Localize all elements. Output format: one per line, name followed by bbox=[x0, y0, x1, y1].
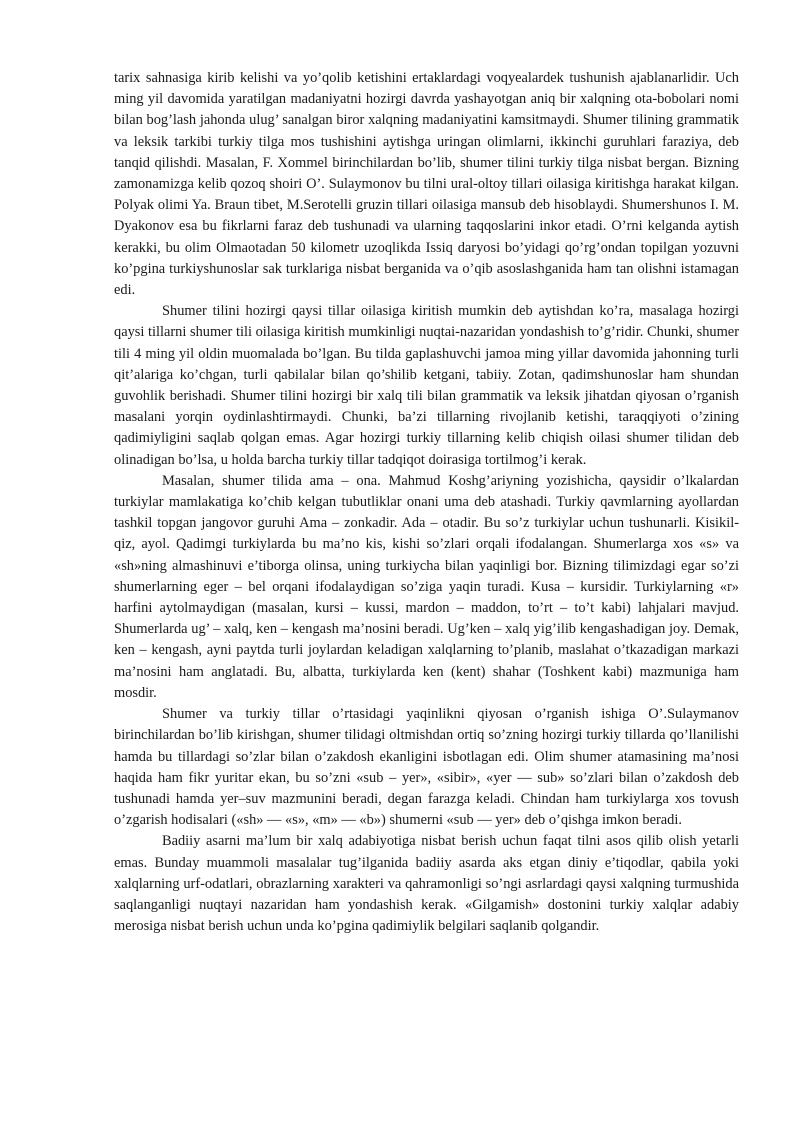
paragraph-masalan: Masalan, shumer tilida ama – ona. Mahmud Koshg’ariyning yozishicha, qaysidir o’lkalardan turkiylar mamlakatiga ko’chib kelgan tubutliklar onani uma deb atashadi. Turkiy qavmlarning ayollardan tashkil topgan jangovor guruhi Ama – zonkadir. Ada – otadir. Bu so’z turkiylar uchun tushunarli. Kisikil- qiz, ayol. Qadimgi turkiylarda bu ma’no kis, kishi so’zlari orqali ifodalangan. Shumerlarga xos «s» va «sh»ning almashinuvi e’tiborga olinsa, uning turkiycha bilan yaqinligi bor. Bizning tilimizdagi egar so’zi shumerlarning eger – bel orqani ifodalaydigan so’ziga yaqin turadi. Kusa – kursidir. Turkiylarning «r» harfini aytolmaydigan (masalan, kursi – kussi, mardon – maddon, to’rt – to’t kabi) lahjalari mavjud. Shumerlarda ug’ – xalq, ken – kengash ma’nosini beradi. Ug’ken – xalq yig’ilib kengashadigan joy. Demak, ken – kengash, ayni paytda turli joylardan keladigan xalqlarning to’planib, maslahat o’tkazadigan markazi ma’nosini ham anglatadi. Bu, albatta, turkiylarda ken (kent) shahar (Toshkent kabi) mazmuniga ham mosdir. bbox=[114, 472, 739, 701]
paragraph-shumer-tili: Shumer tilini hozirgi qaysi tillar oilasiga kiritish mumkin deb aytishdan ko’ra, masalaga hozirgi qaysi tillarni shumer tili oilasiga kiritish mumkinligi nuqtai-nazaridan yondashish to’g’ridir. Chunki, shumer tili 4 ming yil oldin muomalada bo’lgan. Bu tilda gaplashuvchi jamoa ming yillar davomida jahonning turli qit’alariga ko’chgan, turli qabilalar bilan qo’shilib ketgani, tabiiy. Zotan, qadimshunoslar ham shundan guvohlik berishadi. Shumer tilini hozirgi bir xalq tili bilan grammatik va leksik jihatdan qiyosan o’rganish masalani yorqin oydinlashtirmaydi. Chunki, ba’zi tillarning rivojlanib ketishi, taraqqiyoti o’zining qadimiyligini saqlab qolgan emas. Agar hozirgi turkiy tillarning kelib chiqish oilasi shumer tilidan deb olinadigan bo’lsa, u holda barcha turkiy tillar tadqiqot doirasiga tortilmog’i kerak. bbox=[114, 303, 739, 468]
document-page bbox=[114, 68, 739, 937]
paragraph-shumer-va-turkiy: Shumer va turkiy tillar o’rtasidagi yaqinlikni qiyosan o’rganish ishiga O’.Sulaymanov birinchilardan bo’lib kirishgan, shumer tilidagi oltmishdan ortiq so’zning hozirgi turkiy tillarda qo’llanilishi hamda bu tillardagi so’zlar bilan o’zakdosh ekanligini isbotlagan edi. Olim shumer atamasining ma’nosi haqida ham fikr yuritar ekan, bu so’zni «sub – yer», «sibir», «yer — sub» so’zlari bilan o’zakdosh deb tushunadi hamda yer–suv mazmunini beradi, degan farazga keladi. Chindan ham turkiylarga xos tovush o’zgarish hodisalari («sh» — «s», «m» — «b») shumerni «sub — yer» deb o’qishga imkon beradi. bbox=[114, 706, 739, 829]
paragraph-continuation: tarix sahnasiga kirib kelishi va yo’qolib ketishini ertaklardagi voqyealardek tushunish ajablanarlidir. Uch ming yil davomida yaratilgan madaniyatni hozirgi davrda yashayotgan aniq bir xalqning ota-bobolari nomi bilan bog’lash jahonda ulug’ sanalgan biror xalqning madaniyatini kamsitmaydi. Shumer tilining grammatik va leksik tarkibi turkiy tilga mos tushishini aytishga uringan olimlarni, ikkinchi guruhlari faraziya, deb tanqid qilishdi. Masalan, F. Xommel birinchilardan bo’lib, shumer tilini turkiy tilga nisbat bergan. Bizning zamonamizga kelib qozoq shoiri O’. Sulaymonov bu tilni ural-oltoy tillari oilasiga kiritishga harakat kilgan. Polyak olimi Ya. Braun tibet, M.Serotelli gruzin tillari oilasiga mansub deb hisoblaydi. Shumershunos I. M. Dyakonov esa bu fikrlarni faraz deb tushunadi va ularning taqqoslarini inkor etadi. O’rni kelganda aytish kerakki, bu olim Olmaotadan 50 kilometr uzoqlikda Issiq daryosi bo’yidagi qo’rg’ondan topilgan yozuvni ko’pgina turkiyshunoslar sak turklariga nisbat berganida va o’qib asoslashganida ham tan olishni istamagan edi. bbox=[114, 70, 739, 299]
paragraph-badiiy-asar: Badiiy asarni ma’lum bir xalq adabiyotiga nisbat berish uchun faqat tilni asos qilib olish yetarli emas. Bunday muammoli masalalar tug’ilganida badiiy asarda aks etgan diniy e’tiqodlar, qabila yoki xalqlarning urf-odatlari, obrazlarning xarakteri va qahramonligi so’ngi asrlardagi qaysi xalqning turmushida saqlanganligi nuqtayi nazaridan ham yondashish kerak. «Gilgamish» dostonini turkiy xalqlar adabiy merosiga nisbat berish uchun unda ko’pgina qadimiylik belgilari saqlanib qolgandir. bbox=[114, 833, 739, 935]
